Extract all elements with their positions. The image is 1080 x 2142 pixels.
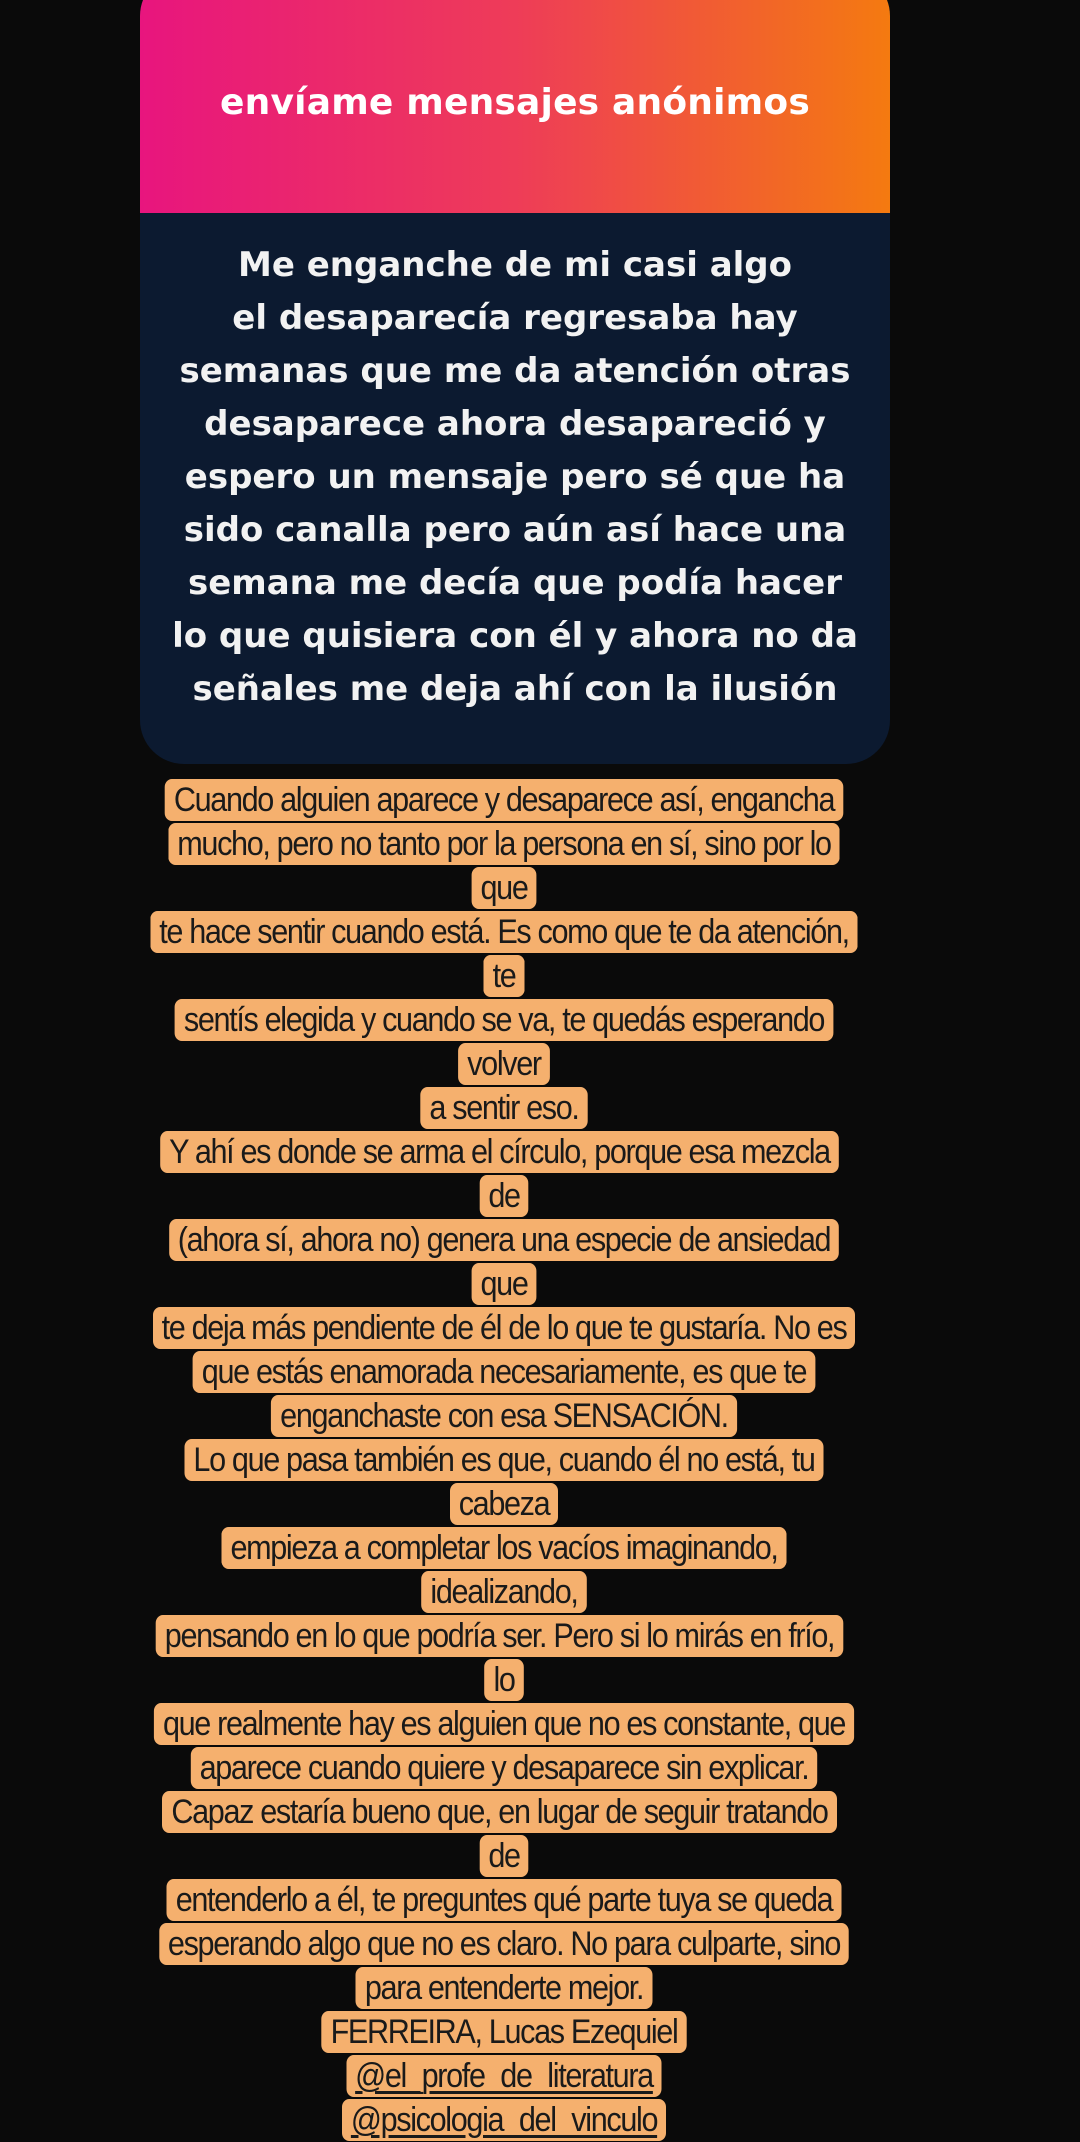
question-line: señales me deja ahí con la ilusión — [192, 669, 838, 709]
reply-line: te hace sentir cuando está. Es como que te da atención, te — [149, 910, 858, 998]
anonymous-question-card — [140, 0, 890, 764]
reply-line: Cuando alguien aparece y desaparece así, engancha — [149, 778, 858, 822]
handle-psicologia-del-vinculo[interactable]: @psicologia_del_vinculo — [149, 2098, 858, 2142]
reply-line: para entenderte mejor. — [149, 1966, 858, 2010]
reply-line: Lo que pasa también es que, cuando él no está, tu cabeza — [149, 1438, 858, 1526]
question-line: lo que quisiera con él y ahora no da — [172, 616, 858, 656]
question-line: el desaparecía regresaba hay — [232, 298, 798, 338]
reply-line: que realmente hay es alguien que no es constante, que — [149, 1702, 858, 1746]
reply-line: a sentir eso. — [149, 1086, 858, 1130]
question-line: semanas que me da atención otras — [179, 351, 851, 391]
question-line: desaparece ahora desapareció y — [204, 404, 826, 444]
question-card-header — [140, 0, 890, 213]
reply-line: (ahora sí, ahora no) genera una especie de ansiedad que — [149, 1218, 858, 1306]
reply-line: te deja más pendiente de él de lo que te gustaría. No es — [149, 1306, 858, 1350]
reply-line: que estás enamorada necesariamente, es que te — [149, 1350, 858, 1394]
reply-line: sentís elegida y cuando se va, te quedás esperando volver — [149, 998, 858, 1086]
reply-line: empieza a completar los vacíos imaginando, idealizando, — [149, 1526, 858, 1614]
question-line: espero un mensaje pero sé que ha — [184, 457, 846, 497]
reply-line: Y ahí es donde se arma el círculo, porque esa mezcla de — [149, 1130, 858, 1218]
question-line: semana me decía que podía hacer — [187, 563, 842, 603]
reply-line: aparece cuando quiere y desaparece sin explicar. — [149, 1746, 858, 1790]
question-text — [140, 213, 890, 716]
question-card-title: envíame mensajes anónimos — [220, 82, 810, 123]
reply-line: enganchaste con esa SENSACIÓN. — [149, 1394, 858, 1438]
question-line: sido canalla pero aún así hace una — [183, 510, 847, 550]
author-name: FERREIRA, Lucas Ezequiel — [149, 2010, 858, 2054]
reply-text-block — [149, 778, 858, 2142]
reply-line: Capaz estaría bueno que, en lugar de seguir tratando de — [149, 1790, 858, 1878]
reply-line: entenderlo a él, te preguntes qué parte tuya se queda — [149, 1878, 858, 1922]
question-line: Me enganche de mi casi algo — [237, 245, 792, 285]
reply-line: pensando en lo que podría ser. Pero si lo mirás en frío, lo — [149, 1614, 858, 1702]
reply-line: esperando algo que no es claro. No para culparte, sino — [149, 1922, 858, 1966]
handle-el-profe-de-literatura[interactable]: @el_profe_de_literatura — [149, 2054, 858, 2098]
reply-line: mucho, pero no tanto por la persona en sí, sino por lo que — [149, 822, 858, 910]
